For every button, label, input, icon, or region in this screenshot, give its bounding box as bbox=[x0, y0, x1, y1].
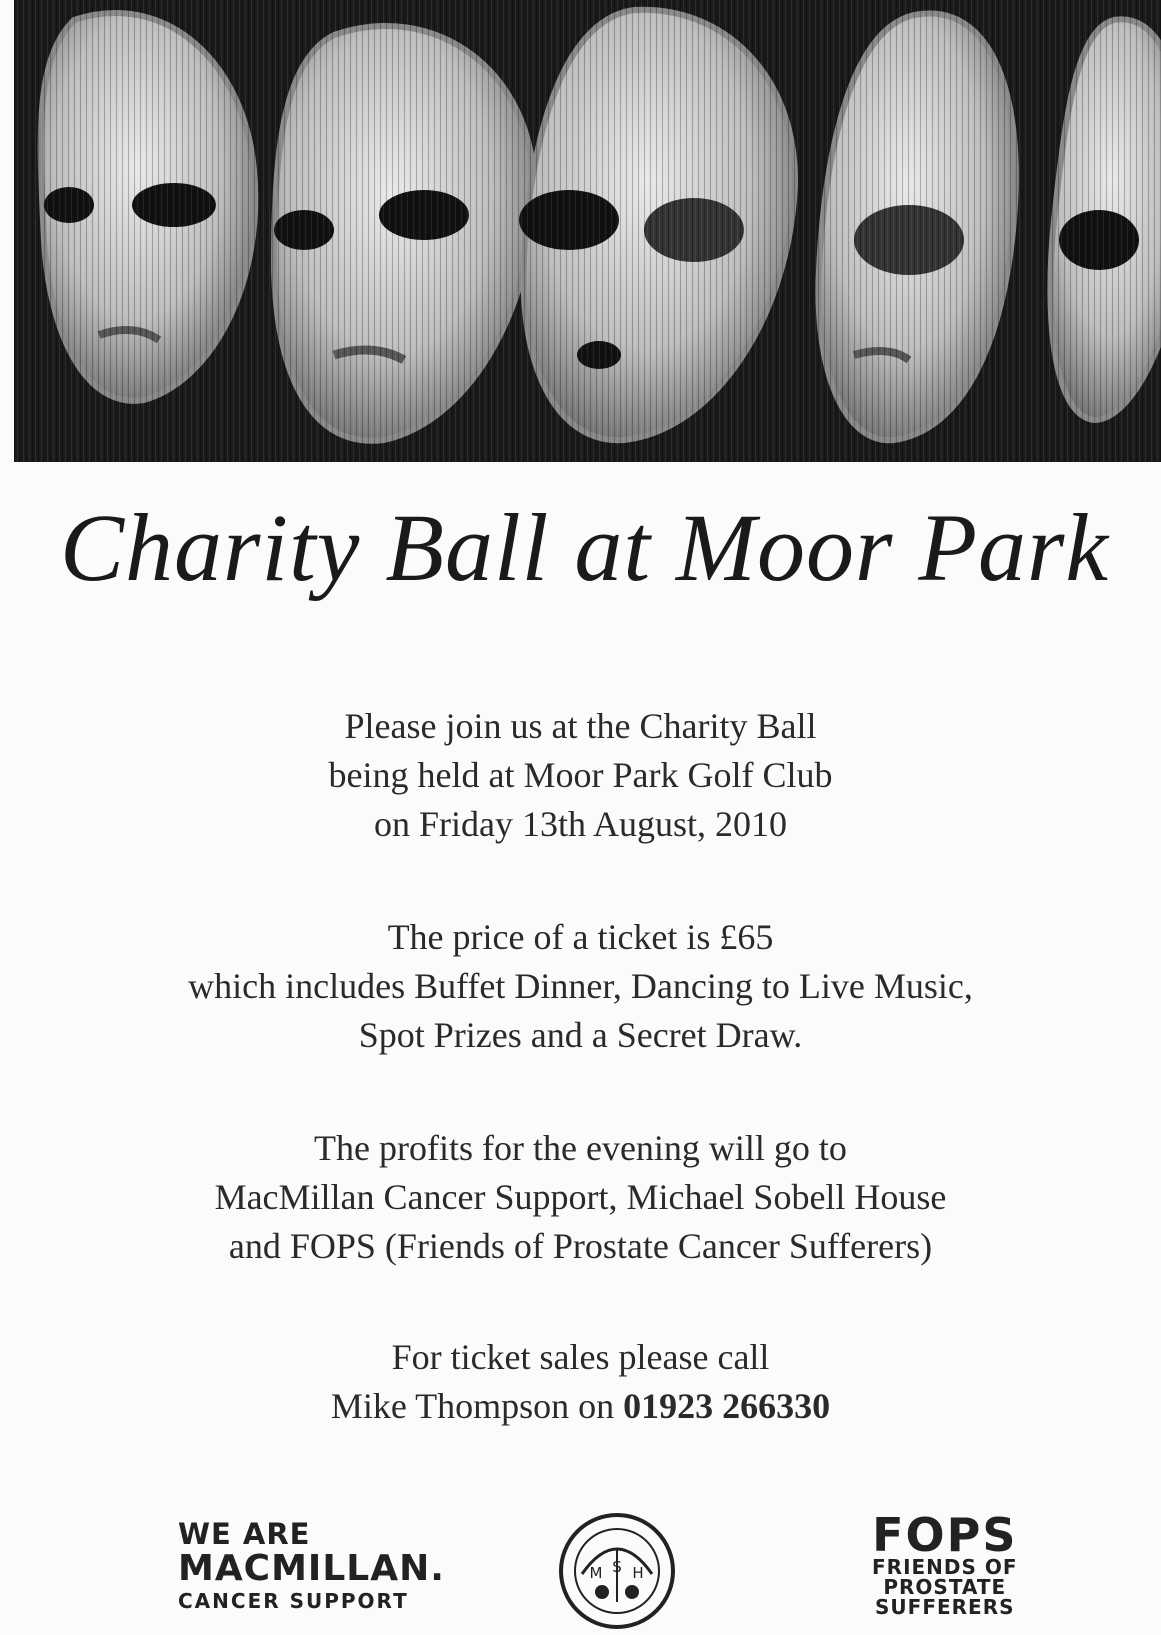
profits-line: MacMillan Cancer Support, Michael Sobell House bbox=[214, 1177, 947, 1217]
invitation-line: Please join us at the Charity Ball bbox=[344, 706, 817, 746]
phone-number: 01923 266330 bbox=[623, 1386, 831, 1426]
profits-paragraph bbox=[0, 1124, 1161, 1271]
contact-name: Mike Thompson on bbox=[330, 1386, 624, 1426]
fops-logo bbox=[872, 1508, 1018, 1619]
fops-logo-line: FOPS bbox=[872, 1508, 1018, 1562]
michael-sobell-house-logo bbox=[552, 1512, 682, 1630]
ticket-line: Spot Prizes and a Secret Draw. bbox=[358, 1015, 803, 1055]
msh-letter: S bbox=[612, 1558, 622, 1576]
page-title: Charity Ball at Moor Park bbox=[60, 494, 1109, 601]
msh-letter: H bbox=[632, 1564, 644, 1582]
contact-line-phone bbox=[0, 1382, 1161, 1431]
macmillan-logo-line: WE ARE bbox=[178, 1517, 311, 1551]
masks-banner-photo bbox=[14, 0, 1161, 462]
contact-paragraph bbox=[0, 1333, 1161, 1431]
invitation-paragraph bbox=[0, 702, 1161, 849]
ticket-line: which includes Buffet Dinner, Dancing to Live Music, bbox=[188, 966, 973, 1006]
profits-line: and FOPS (Friends of Prostate Cancer Sufferers) bbox=[228, 1226, 933, 1266]
fops-logo-line: SUFFERERS bbox=[875, 1595, 1015, 1619]
macmillan-logo bbox=[178, 1518, 445, 1614]
invitation-line: being held at Moor Park Golf Club bbox=[328, 755, 833, 795]
ticket-line: The price of a ticket is £65 bbox=[387, 917, 774, 957]
macmillan-logo-line: CANCER SUPPORT bbox=[178, 1589, 409, 1613]
ticket-paragraph bbox=[0, 913, 1161, 1060]
fops-logo-line: PROSTATE bbox=[883, 1575, 1007, 1599]
profits-line: The profits for the evening will go to bbox=[314, 1128, 847, 1168]
fops-logo-line: FRIENDS OF bbox=[872, 1555, 1018, 1579]
msh-letter: M bbox=[589, 1564, 603, 1582]
macmillan-logo-line: MACMILLAN. bbox=[178, 1548, 445, 1589]
contact-line: For ticket sales please call bbox=[391, 1337, 770, 1377]
invitation-line: on Friday 13th August, 2010 bbox=[373, 804, 787, 844]
